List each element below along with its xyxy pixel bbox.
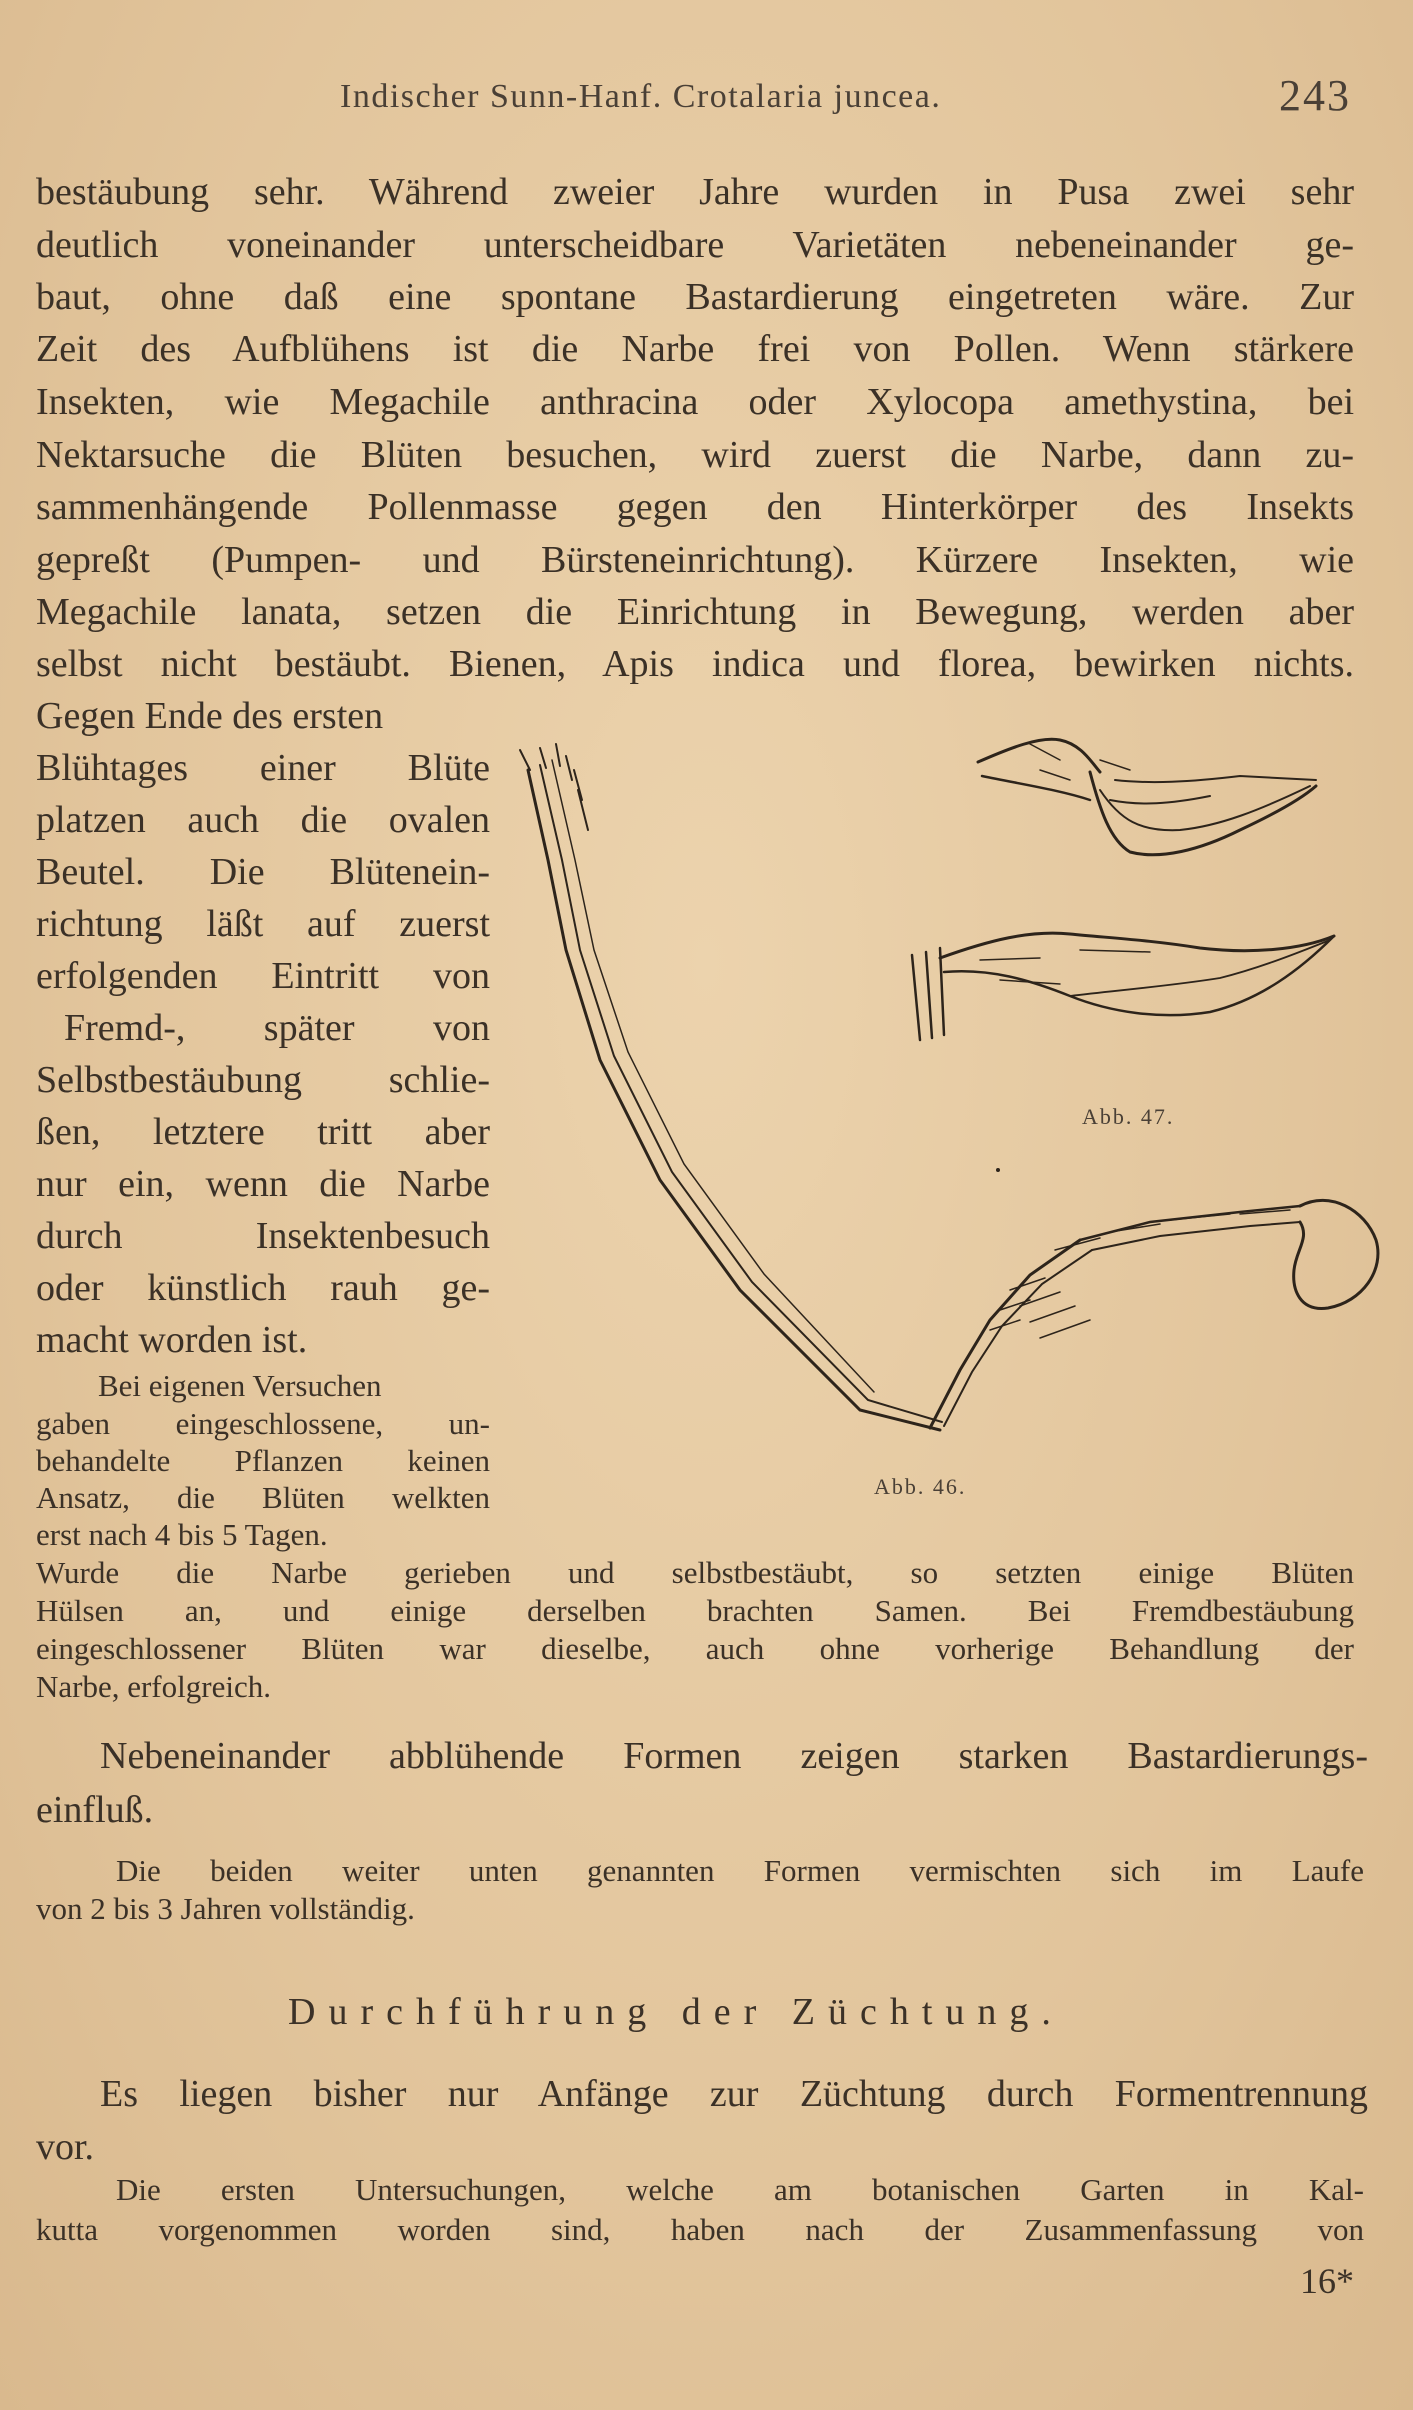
- text-line: Hülsen an, und einige derselben brachten Samen. Bei Fremdbestäubung: [36, 1593, 1354, 1628]
- text-line: Beutel. Die Blütenein-: [36, 851, 490, 893]
- text-line: Nektarsuche die Blüten besuchen, wird zuerst die Narbe, dann zu-: [36, 434, 1354, 476]
- text-line: Wurde die Narbe gerieben und selbstbestäubt, so setzten einige Blüten: [36, 1555, 1354, 1590]
- text-line: Die ersten Untersuchungen, welche am botanischen Garten in Kal-: [116, 2172, 1364, 2207]
- text-line: gaben eingeschlossene, un-: [36, 1406, 490, 1441]
- text-line: Fremd-, später von: [64, 1007, 490, 1049]
- text-line: Gegen Ende des ersten: [36, 695, 384, 737]
- text-line: behandelte Pflanzen keinen: [36, 1443, 490, 1478]
- figure-caption-47: Abb. 47.: [1082, 1104, 1175, 1129]
- text-line: macht worden ist.: [36, 1319, 308, 1361]
- text-line: vor.: [36, 2126, 95, 2168]
- text-line: Narbe, erfolgreich.: [36, 1669, 271, 1704]
- section-heading: Durchführung der Züchtung.: [288, 1991, 1064, 2033]
- text-line: selbst nicht bestäubt. Bienen, Apis indica und florea, bewirken nichts.: [36, 643, 1354, 685]
- text-line: durch Insektenbesuch: [36, 1215, 490, 1257]
- text-line: deutlich voneinander unterscheidbare Varietäten nebeneinander ge-: [36, 224, 1354, 266]
- text-line: Megachile lanata, setzen die Einrichtung in Bewegung, werden aber: [36, 591, 1354, 633]
- text-line: Zeit des Aufblühens ist die Narbe frei von Pollen. Wenn stärkere: [36, 328, 1354, 370]
- text-line: Selbstbestäubung schlie-: [36, 1059, 490, 1101]
- text-line: sammenhängende Pollenmasse gegen den Hinterkörper des Insekts: [36, 486, 1354, 528]
- text-line: platzen auch die ovalen: [36, 799, 490, 841]
- running-title: Indischer Sunn-Hanf. Crotalaria juncea.: [340, 78, 942, 115]
- text-line: einfluß.: [36, 1789, 154, 1831]
- text-line: ßen, letztere tritt aber: [36, 1111, 490, 1153]
- signature-mark: 16*: [1300, 2261, 1354, 2301]
- text-line: Bei eigenen Versuchen: [98, 1368, 382, 1403]
- text-line: kutta vorgenommen worden sind, haben nach der Zusammenfassung von: [36, 2212, 1364, 2247]
- text-line: von 2 bis 3 Jahren vollständig.: [36, 1891, 415, 1926]
- text-line: bestäubung sehr. Während zweier Jahre wurden in Pusa zwei sehr: [36, 171, 1354, 213]
- text-line: richtung läßt auf zuerst: [36, 903, 490, 945]
- page-number: 243: [1279, 71, 1351, 120]
- text-line: erst nach 4 bis 5 Tagen.: [36, 1517, 328, 1552]
- figure-46-drawing: [520, 744, 1378, 1430]
- text-line: baut, ohne daß eine spontane Bastardierung eingetreten wäre. Zur: [36, 276, 1354, 318]
- text-line: Die beiden weiter unten genannten Formen vermischten sich im Laufe: [116, 1853, 1364, 1888]
- text-line: Es liegen bisher nur Anfänge zur Züchtung durch Formentrennung: [100, 2073, 1368, 2115]
- text-line: Nebeneinander abblühende Formen zeigen starken Bastardierungs-: [100, 1735, 1368, 1777]
- figure-caption-46: Abb. 46.: [874, 1474, 967, 1499]
- text-line: Blühtages einer Blüte: [36, 747, 490, 789]
- text-line: oder künstlich rauh ge-: [36, 1267, 490, 1309]
- text-line: Insekten, wie Megachile anthracina oder Xylocopa amethystina, bei: [36, 381, 1354, 423]
- text-line: eingeschlossener Blüten war dieselbe, auch ohne vorherige Behandlung der: [36, 1631, 1354, 1666]
- figure-47-upper-drawing: [978, 739, 1316, 855]
- text-line: gepreßt (Pumpen- und Bürsteneinrichtung). Kürzere Insekten, wie: [36, 539, 1354, 581]
- text-line: erfolgenden Eintritt von: [36, 955, 490, 997]
- text-line: nur ein, wenn die Narbe: [36, 1163, 490, 1205]
- text-line: Ansatz, die Blüten welkten: [36, 1480, 490, 1515]
- figure-47-middle-drawing: [912, 933, 1334, 1040]
